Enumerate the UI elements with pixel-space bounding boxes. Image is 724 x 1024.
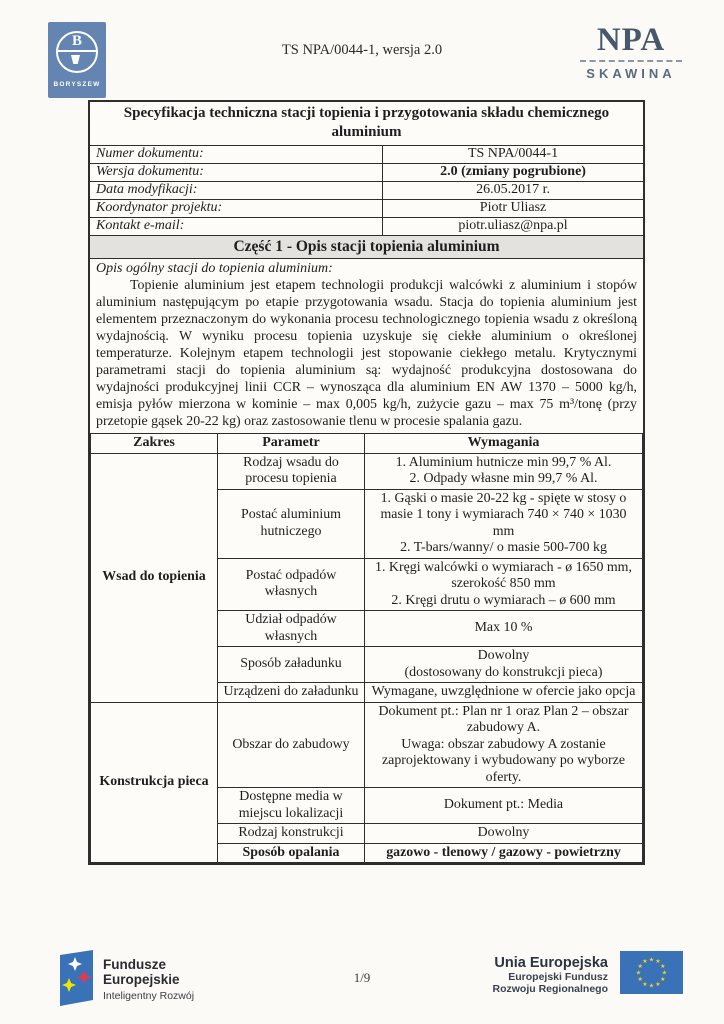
svg-text:★: ★ — [655, 958, 661, 966]
npa-logo-text: NPA — [596, 22, 666, 58]
svg-text:★: ★ — [642, 980, 648, 988]
fundusze-europejskie-label — [103, 957, 194, 1002]
wymagania-line: 1. Kręgi walcówki o wymiarach - ø 1650 mm, szerokość 850 mm — [375, 559, 632, 591]
svg-text:★: ★ — [635, 969, 642, 977]
svg-text:★: ★ — [642, 958, 648, 966]
fe-line-2: Europejskie — [103, 972, 180, 987]
spec-parametr-cell: Udział odpadów własnych — [218, 611, 365, 647]
spec-header-row — [91, 434, 643, 454]
wymagania-line: (dostosowany do konstrukcji pieca) — [404, 664, 603, 680]
spec-zakres-cell: Wsad do topienia — [91, 453, 218, 702]
meta-label: Numer dokumentu: — [90, 146, 383, 163]
meta-row — [90, 218, 643, 236]
spec-parametr-cell: Urządzeni do załadunku — [218, 683, 365, 703]
wymagania-line: 2. Odpady własne min 99,7 % Al. — [409, 471, 598, 486]
wymagania-line: 1. Gąski o masie 20-22 kg - spięte w stosy o masie 1 tony i wymiarach 740 × 740 × 1030 mm — [380, 490, 627, 539]
meta-value: piotr.uliasz@npa.pl — [458, 218, 568, 233]
spec-wymagania-cell — [365, 558, 643, 611]
fe-line-1: Fundusze — [103, 957, 166, 972]
wymagania-line: Dokument pt.: Plan nr 1 oraz Plan 2 – obszar zabudowy A. — [378, 703, 629, 735]
part1-heading: Część 1 - Opis stacji topienia aluminium — [90, 236, 643, 259]
fe-subtitle: Inteligentny Rozwój — [103, 990, 195, 1002]
ue-subtitle-1: Europejski Fundusz — [508, 971, 608, 983]
spec-parametr-cell: Obszar do zabudowy — [218, 702, 365, 788]
fundusze-europejskie-flag-icon — [55, 948, 99, 1013]
meta-value: Piotr Uliasz — [479, 200, 547, 215]
spec-header-cell: Parametr — [218, 434, 365, 454]
svg-text:★: ★ — [661, 969, 668, 977]
eu-flag-icon — [620, 951, 683, 999]
wymagania-line: 2. Kręgi drutu o wymiarach – ø 600 mm — [391, 592, 616, 608]
spec-wymagania-cell — [365, 453, 643, 489]
spec-wymagania-cell — [365, 824, 643, 844]
svg-text:★: ★ — [648, 982, 655, 990]
spec-parametr-cell: Postać odpadów własnych — [218, 558, 365, 611]
ue-title: Unia Europejska — [494, 955, 608, 971]
svg-text:★: ★ — [637, 963, 643, 970]
svg-text:★: ★ — [655, 980, 661, 988]
svg-text:★: ★ — [648, 956, 655, 964]
spec-parametr-cell: Dostępne media w miejscu lokalizacji — [218, 788, 365, 824]
wymagania-line: Max 10 % — [474, 620, 533, 636]
unia-europejska-label — [493, 955, 609, 995]
doc-reference: TS NPA/0044-1, wersja 2.0 — [281, 42, 443, 58]
svg-text:★: ★ — [660, 976, 666, 983]
spec-wymagania-cell — [365, 843, 643, 863]
svg-text:★: ★ — [637, 976, 643, 983]
spec-parametr-cell: Sposób załadunku — [218, 647, 365, 683]
npa-divider — [580, 60, 682, 62]
spec-wymagania-cell — [365, 702, 643, 788]
spec-wymagania-cell — [365, 788, 643, 824]
part1-description — [90, 259, 643, 433]
svg-text:★: ★ — [660, 963, 666, 970]
boryszew-logo — [48, 22, 106, 98]
document-frame — [88, 100, 645, 865]
meta-label: Data modyfikacji: — [90, 182, 383, 199]
part1-intro-label: Opis ogólny stacji do topienia aluminium: — [96, 261, 333, 276]
document-title: Specyfikacja techniczna stacji topienia i przygotowania składu chemicznego aluminium — [90, 102, 643, 146]
spec-header-cell: Zakres — [91, 434, 218, 454]
spec-row — [91, 702, 643, 788]
spec-wymagania-cell — [365, 683, 643, 703]
meta-label: Koordynator projektu: — [90, 200, 383, 217]
meta-value: TS NPA/0044-1 — [467, 146, 559, 161]
wymagania-line: Dowolny — [477, 648, 530, 663]
wymagania-line: Wymagane, uwzględnione w ofercie jako opcja — [371, 684, 636, 699]
spec-parametr-cell: Rodzaj wsadu do procesu topienia — [218, 453, 365, 489]
spec-table — [90, 433, 643, 863]
npa-skawina-text: SKAWINA — [586, 66, 676, 81]
spec-wymagania-cell — [365, 647, 643, 683]
spec-parametr-cell: Postać aluminium hutniczego — [218, 489, 365, 558]
part1-paragraph: Topienie aluminium jest etapem technologii produkcji walcówki z aluminium i stopów aluminium następującym po etapie przygotowania wsadu. Stacja do topienia aluminium jest elementem przeznaczonym do wykonania procesu technologicznego topienia wsadu z określoną wydajnością. W wyniku procesu topienia uzyskuje się ciekłe aluminium o określonej temperaturze. Kolejnym etapem technologii jest stopowanie ciekłego metalu. Krytycznymi parametrami stacji do topienia aluminium są: wydajność produkcyjna dostosowana do wydajności produkcyjnej linii CCR – wynosząca dla aluminium EN AW 1370 – 5000 kg/h, emisja pyłów mierzona w kominie – max 0,005 kg/h, zużycie gazu – max 75 m³/tonę (przy przetopie gąsek 20-22 kg) oraz zastosowanie tlenu w procesie spalania gazu. — [96, 278, 637, 429]
wymagania-line: Dowolny — [477, 825, 530, 840]
meta-row — [90, 182, 643, 200]
meta-value: 2.0 (zmiany pogrubione) — [440, 164, 586, 179]
wymagania-line: Dokument pt.: Media — [443, 797, 564, 813]
meta-row — [90, 200, 643, 218]
boryszew-emblem-icon — [56, 31, 98, 73]
wymagania-line: Uwaga: obszar zabudowy A zostanie zaprojektowany i wybudowany po wyborze oferty. — [381, 736, 626, 785]
meta-label: Wersja dokumentu: — [90, 164, 383, 181]
spec-parametr-cell: Rodzaj konstrukcji — [218, 824, 365, 844]
ue-subtitle-2: Rozwoju Regionalnego — [492, 983, 608, 995]
spec-row — [91, 453, 643, 489]
spec-wymagania-cell — [365, 611, 643, 647]
boryszew-letter: B — [71, 33, 82, 49]
meta-row — [90, 146, 643, 164]
spec-zakres-cell: Konstrukcja pieca — [91, 702, 218, 863]
wymagania-line: 2. T-bars/wanny/ o masie 500-700 kg — [400, 540, 607, 555]
npa-skawina-logo — [578, 24, 684, 81]
spec-wymagania-cell — [365, 489, 643, 558]
meta-row — [90, 164, 643, 182]
document-meta-table — [90, 146, 643, 236]
meta-value: 26.05.2017 r. — [476, 182, 550, 197]
boryszew-label: BORYSZEW — [53, 81, 101, 88]
page-number: 1/9 — [353, 970, 371, 985]
wymagania-line: gazowo - tlenowy / gazowy - powietrzny — [386, 844, 621, 860]
wymagania-line: 1. Aluminium hutnicze min 99,7 % Al. — [395, 454, 612, 470]
spec-parametr-cell: Sposób opalania — [218, 843, 365, 863]
meta-label: Kontakt e-mail: — [90, 218, 383, 235]
spec-header-cell: Wymagania — [365, 434, 643, 454]
